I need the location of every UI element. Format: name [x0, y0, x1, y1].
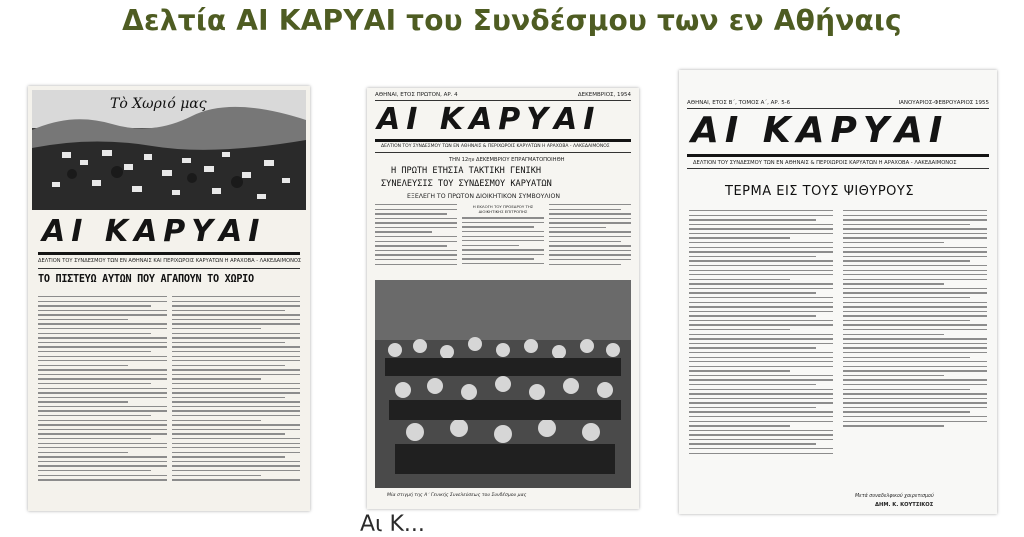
- issue-date: ΙΑΝΟΥΑΡΙΟΣ-ΦΕΒΡΟΥΑΡΙΟΣ 1955: [898, 100, 989, 106]
- issue-number: ΑΘΗΝΑΙ, ΕΤΟΣ Β΄, ΤΟΜΟΣ Α΄, ΑΡ. 5-6: [687, 100, 791, 106]
- photo-caption-text: Τὸ Χωριό μας: [110, 96, 207, 112]
- masthead-title: ΑΙ ΚΑΡΥΑΙ: [42, 214, 266, 249]
- bottom-caption: Αι Κ...: [360, 512, 425, 537]
- text-column: [549, 204, 631, 274]
- divider: [38, 268, 300, 269]
- text-column: [843, 210, 987, 490]
- village-photo: [32, 90, 306, 210]
- masthead-underline: [687, 154, 989, 157]
- divider: [687, 168, 989, 169]
- newsletter-issue-2[interactable]: [367, 88, 639, 509]
- signature-label: Μετά συναδελφικού χαιρετισμού: [855, 494, 934, 499]
- text-column: [38, 296, 167, 501]
- newsletter-subtitle: ΔΕΛΤΙΟΝ ΤΟΥ ΣΥΝΔΕΣΜΟΥ ΤΩΝ ΕΝ ΑΘΗΝΑΙΣ & ΠΕΡΙΧΩΡΟΙΣ ΚΑΡΥΑΤΩΝ Η ΑΡΑΧΟΒΑ - ΛΑΚΕΔΑΙΜΟΝΟΣ: [693, 160, 957, 166]
- divider: [375, 100, 631, 101]
- masthead-underline: [375, 139, 631, 142]
- column-heading: Η ΕΚΛΟΓΗ ΤΟΥ ΠΡΟΕΔΡΟΥ ΤΗΣ ΔΙΟΙΚΗΤΙΚΗΣ ΕΠΙΤΡΟΠΗΣ: [472, 204, 534, 214]
- newsletter-subtitle: ΔΕΛΤΙΟΝ ΤΟΥ ΣΥΝΔΕΣΜΟΥ ΤΩΝ ΕΝ ΑΘΗΝΑΙΣ ΚΑΙ ΠΕΡΙΧΩΡΟΙΣ ΚΑΡΥΑΤΩΝ Η ΑΡΑΧΟΒΑ - ΛΑΚΕΔΑΙΜΟΝΟΣ: [38, 258, 302, 264]
- masthead-underline: [38, 252, 300, 255]
- assembly-photo: [375, 280, 631, 488]
- text-column: [172, 296, 301, 501]
- headline-line-2: ΣΥΝΕΛΕΥΣΙΣ ΤΟΥ ΣΥΝΔΕΣΜΟΥ ΚΑΡΥΑΤΩΝ: [381, 179, 552, 189]
- masthead-title: ΑΙ ΚΑΡΥΑΙ: [691, 110, 949, 151]
- text-column: [689, 210, 833, 490]
- photo-caption: Μία στιγμή της Α΄ Γενικής Συνελεύσεως του Συνδέσμου μας: [387, 493, 527, 498]
- issue-number: ΑΘΗΝΑΙ, ΕΤΟΣ ΠΡΩΤΟΝ, ΑΡ. 4: [375, 92, 458, 98]
- headline-line-1: Η ΠΡΩΤΗ ΕΤΗΣΙΑ ΤΑΚΤΙΚΗ ΓΕΝΙΚΗ: [391, 166, 542, 176]
- newsletter-issue-3[interactable]: [679, 70, 997, 514]
- article-kicker: ΤΗΝ 12ην ΔΕΚΕΜΒΡΙΟΥ ΕΠΡΑΓΜΑΤΟΠΟΙΗΘΗ: [449, 157, 565, 163]
- article-body: [38, 296, 300, 501]
- page-title: Δελτία ΑΙ ΚΑΡΥΑΙ του Συνδέσμου των εν Αθήναις: [122, 4, 902, 37]
- signature-name: ΔΗΜ. Κ. ΚΟΥΤΣΙΚΟΣ: [875, 502, 934, 508]
- masthead-title: ΑΙ ΚΑΡΥΑΙ: [377, 102, 601, 137]
- divider: [687, 108, 989, 109]
- divider: [375, 152, 631, 153]
- text-column: [375, 204, 457, 274]
- text-column: [462, 204, 544, 274]
- lead-headline: ΤΕΡΜΑ ΕΙΣ ΤΟΥΣ ΨΙΘΥΡΟΥΣ: [725, 184, 915, 199]
- newsletter-subtitle: ΔΕΛΤΙΟΝ ΤΟΥ ΣΥΝΔΕΣΜΟΥ ΤΩΝ ΕΝ ΑΘΗΝΑΙΣ & ΠΕΡΙΧΩΡΟΙΣ ΚΑΡΥΑΤΩΝ Η ΑΡΑΧΟΒΑ - ΛΑΚΕΔΑΙΜΟΝΟΣ: [381, 144, 610, 149]
- article-deck: ΕΞΕΛΕΓΗ ΤΟ ΠΡΩΤΟΝ ΔΙΟΙΚΗΤΙΚΟΝ ΣΥΜΒΟΥΛΙΟΝ: [407, 193, 560, 200]
- article-body: [375, 204, 631, 274]
- lead-headline: ΤΟ ΠΙΣΤΕΥΩ ΑΥΤΩΝ ΠΟΥ ΑΓΑΠΟΥΝ ΤΟ ΧΩΡΙΟ: [38, 274, 254, 285]
- newsletter-issue-1[interactable]: [28, 86, 310, 511]
- issue-date: ΔΕΚΕΜΒΡΙΟΣ, 1954: [577, 92, 631, 98]
- article-body: [689, 210, 987, 490]
